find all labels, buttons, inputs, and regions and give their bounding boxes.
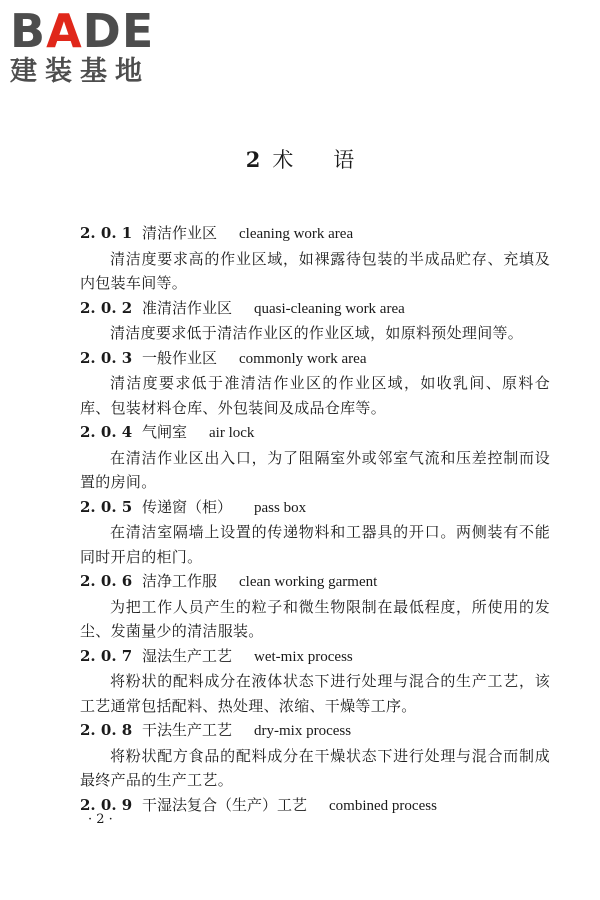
term-english: quasi-cleaning work area: [254, 300, 405, 317]
logo-subtitle: 建装基地: [10, 56, 150, 87]
term-english: dry-mix process: [254, 723, 352, 739]
term-definition: 清洁度要求低于准清洁作业区的作业区域，如收乳间、原料仓库、包装材料仓库、外包装间及成品仓库等。: [80, 374, 550, 417]
term-heading: [80, 420, 550, 446]
term-chinese: 气闸室: [142, 423, 188, 441]
term-chinese: 清洁作业区: [142, 224, 218, 242]
term-definition: 在清洁室隔墙上设置的传递物料和工器具的开口。两侧装有不能同时开启的柜门。: [80, 523, 550, 566]
term-chinese: 传递窗（柜）: [142, 497, 233, 516]
term-definition: 将粉状的配料成分在液体状态下进行处理与混合的生产工艺，该工艺通常包括配料、热处理、浓缩、干燥等工序。: [80, 672, 550, 715]
term-heading: [80, 296, 550, 322]
watermark-logo: [10, 4, 180, 88]
term-number: 2. 0. 3: [80, 348, 133, 367]
term-heading: [80, 793, 550, 819]
term-chinese: 准清洁作业区: [142, 298, 233, 317]
term-chinese: 湿法生产工艺: [142, 646, 233, 665]
chapter-number: 2: [245, 147, 263, 172]
logo-mark-accent: A: [46, 4, 83, 58]
term-heading: [80, 495, 550, 521]
term-heading: [80, 718, 550, 744]
term-english: combined process: [329, 797, 437, 814]
term-english: air lock: [209, 425, 255, 441]
term-chinese: 洁净工作服: [142, 572, 218, 590]
term-english: clean working garment: [239, 574, 378, 590]
logo-mark-suffix: DE: [82, 4, 155, 58]
term-chinese: 干法生产工艺: [142, 721, 233, 739]
term-heading: [80, 221, 550, 247]
term-number: 2. 0. 5: [80, 497, 133, 516]
term-heading: [80, 569, 550, 595]
term-heading: [80, 644, 550, 670]
term-chinese: 干湿法复合（生产）工艺: [142, 795, 308, 814]
term-number: 2. 0. 1: [80, 224, 133, 242]
page-number: · 2 ·: [88, 812, 113, 827]
term-definition: 在清洁作业区出入口，为了阻隔室外或邻室气流和压差控制而设置的房间。: [80, 448, 550, 491]
term-definition: 清洁度要求高的作业区域，如裸露待包装的半成品贮存、充填及内包装车间等。: [80, 249, 550, 292]
term-number: 2. 0. 9: [80, 795, 133, 814]
chapter-title: 术语: [272, 148, 395, 172]
term-number: 2. 0. 2: [80, 298, 133, 317]
term-heading: [80, 346, 550, 372]
term-number: 2. 0. 8: [80, 721, 133, 739]
logo-mark-prefix: B: [10, 4, 47, 58]
term-chinese: 一般作业区: [142, 348, 218, 367]
term-english: commonly work area: [239, 350, 367, 367]
terms-list: [80, 221, 550, 818]
chapter-heading: [0, 144, 600, 174]
term-definition: 清洁度要求低于清洁作业区的作业区域，如原料预处理间等。: [110, 324, 524, 342]
logo-mark: [10, 4, 180, 58]
term-number: 2. 0. 7: [80, 646, 133, 665]
term-number: 2. 0. 4: [80, 423, 133, 441]
term-english: wet-mix process: [254, 648, 353, 665]
term-english: pass box: [254, 499, 307, 516]
term-english: cleaning work area: [239, 226, 354, 242]
term-definition: 为把工作人员产生的粒子和微生物限制在最低程度，所使用的发尘、发菌量少的清洁服装。: [80, 597, 550, 640]
term-number: 2. 0. 6: [80, 572, 133, 590]
term-definition: 将粉状配方食品的配料成分在干燥状态下进行处理与混合而制成最终产品的生产工艺。: [80, 746, 550, 789]
